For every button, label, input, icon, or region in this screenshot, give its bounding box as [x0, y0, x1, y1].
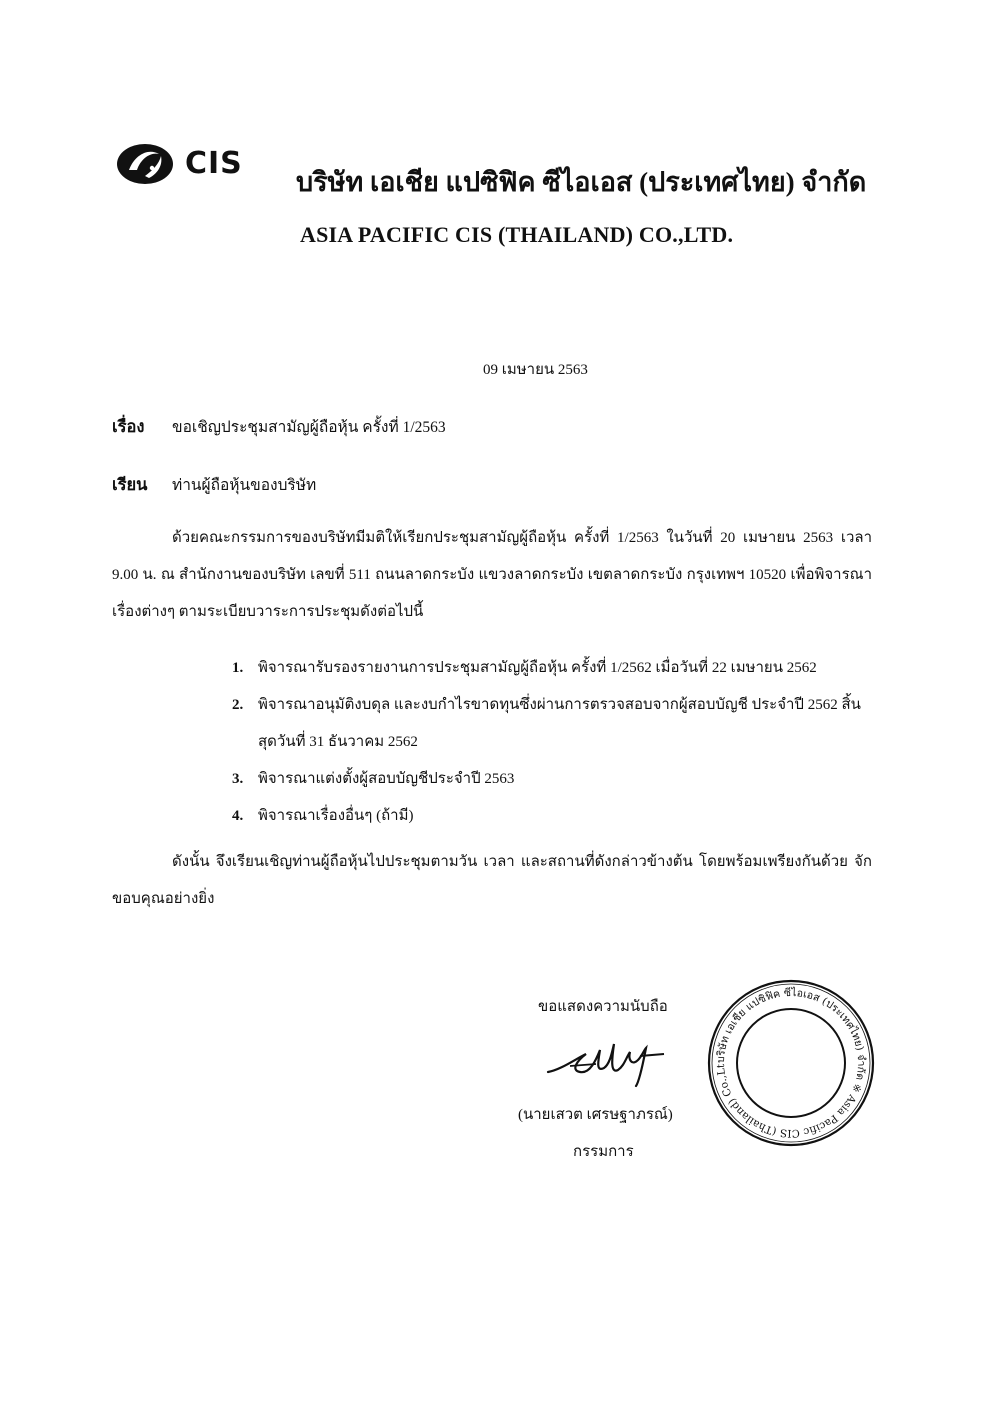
seal-ring-text: บริษัท เอเชีย แปซิฟิค ซีไอเอส (ประเทศไทย) จำกัด ※ Asia Pacific CIS (Thailand) Co.,Lt — [714, 986, 868, 1140]
closing-salutation: ขอแสดงความนับถือ — [538, 999, 668, 1015]
company-name-english: ASIA PACIFIC CIS (THAILAND) CO.,LTD. — [300, 222, 734, 247]
agenda-item-number: 3. — [232, 771, 244, 787]
agenda-item-number: 2. — [232, 697, 244, 713]
company-seal — [706, 978, 876, 1148]
company-name-thai: บริษัท เอเชีย แปซิฟิค ซีไอเอส (ประเทศไทย) จำกัด — [296, 167, 867, 197]
agenda-item — [232, 650, 872, 687]
body-paragraph-2 — [112, 844, 872, 918]
recipient-label: เรียน — [112, 475, 148, 494]
body-paragraph-1 — [112, 520, 872, 631]
logo-text: CIS — [185, 146, 243, 181]
agenda-list — [232, 650, 872, 835]
svg-text:บริษัท เอเชีย แปซิฟิค ซีไอเอส — [706, 978, 867, 1139]
subject-line — [112, 414, 446, 440]
signatory-name: (นายเสวต เศรษฐาภรณ์) — [518, 1107, 673, 1123]
agenda-item-number: 1. — [232, 660, 244, 676]
subject-label: เรื่อง — [112, 417, 145, 436]
paragraph-2-text: ดังนั้น จึงเรียนเชิญท่านผู้ถือหุ้นไปประชุมตามวัน เวลา และสถานที่ดังกล่าวข้างต้น โดยพร้อมเพรียงกันด้วย จักขอบคุณอย่างยิ่ง — [112, 854, 872, 907]
agenda-item-text: พิจารณาอนุมัติงบดุล และงบกำไรขาดทุนซึ่งผ่านการตรวจสอบจากผู้สอบบัญชี ประจำปี 2562 สิ้นสุดวันที่ 31 ธันวาคม 2562 — [258, 697, 861, 750]
globe-icon — [117, 144, 173, 184]
recipient-value: ท่านผู้ถือหุ้นของบริษัท — [172, 477, 317, 494]
agenda-item — [232, 687, 872, 761]
agenda-item-text: พิจารณารับรองรายงานการประชุมสามัญผู้ถือหุ้น ครั้งที่ 1/2562 เมื่อวันที่ 22 เมษายน 2562 — [258, 660, 817, 676]
agenda-item-number: 4. — [232, 808, 244, 824]
agenda-item — [232, 798, 872, 835]
letter-date: 09 เมษายน 2563 — [483, 362, 588, 378]
subject-value: ขอเชิญประชุมสามัญผู้ถือหุ้น ครั้งที่ 1/2563 — [172, 419, 446, 436]
recipient-line — [112, 472, 316, 498]
company-logo — [115, 140, 265, 188]
agenda-item-text: พิจารณาเรื่องอื่นๆ (ถ้ามี) — [258, 808, 414, 824]
agenda-item — [232, 761, 872, 798]
paragraph-1-text: ด้วยคณะกรรมการของบริษัทมีมติให้เรียกประชุมสามัญผู้ถือหุ้น ครั้งที่ 1/2563 ในวันที่ 20 เมษายน 2563 เวลา 9.00 น. ณ สำนักงานของบริษัท เลขที่ 511 ถนนลาดกระบัง แขวงลาดกระบัง เขตลาดกระบัง กรุงเทพฯ 10520 เพื่อพิจารณาเรื่องต่างๆ ตามระเบียบวาระการประชุมดังต่อไปนี้ — [112, 530, 872, 620]
agenda-item-text: พิจารณาแต่งตั้งผู้สอบบัญชีประจำปี 2563 — [258, 771, 515, 787]
handwritten-signature — [540, 1030, 670, 1090]
letterhead — [0, 0, 992, 260]
signatory-title: กรรมการ — [573, 1144, 634, 1160]
